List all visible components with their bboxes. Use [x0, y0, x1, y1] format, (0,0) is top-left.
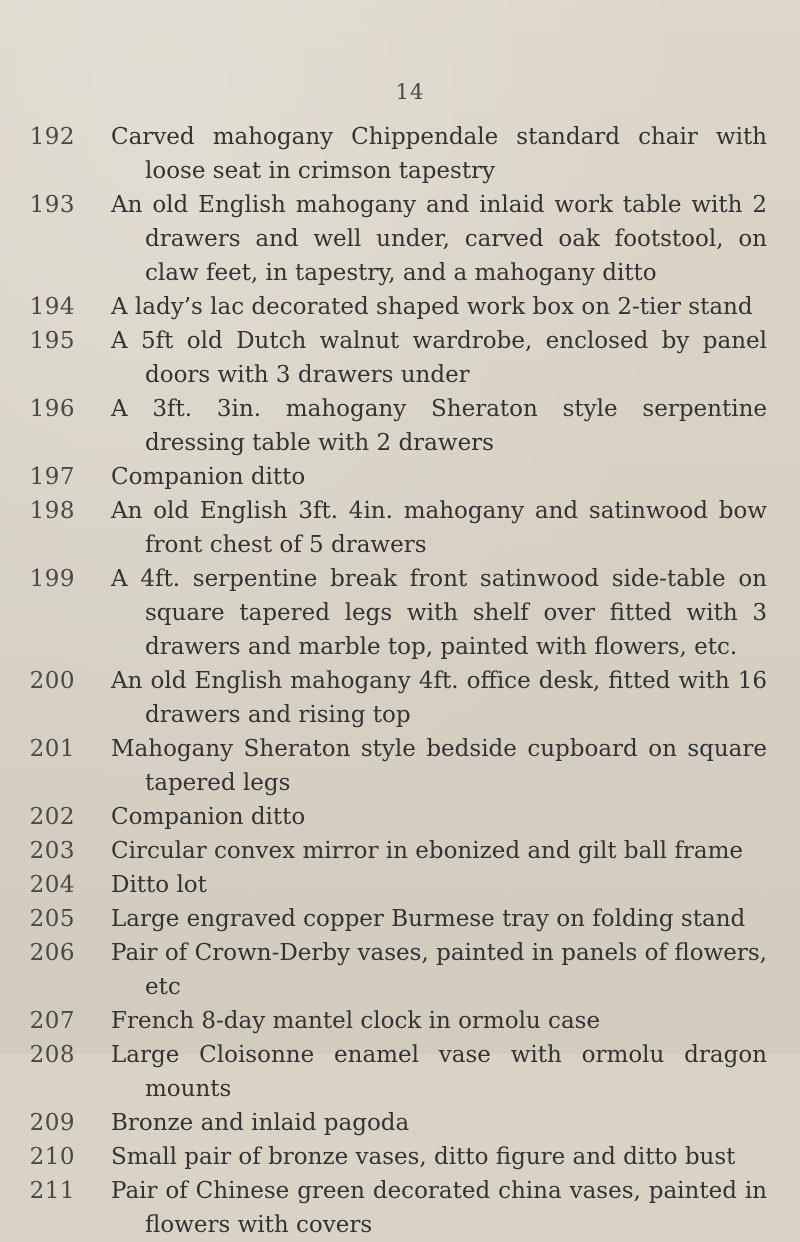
lot-description: An old English 3ft. 4in. mahogany and satinwood bow front chest of 5 drawers: [111, 498, 767, 558]
lot-item: [0, 664, 800, 732]
lot-description: Pair of Crown-Derby vases, painted in panels of flowers, etc: [111, 940, 767, 1000]
lot-description: Bronze and inlaid pagoda: [111, 1110, 410, 1136]
lot-description: An old English mahogany and inlaid work table with 2 drawers and well under, carved oak footstool, on claw feet, in tapestry, and a mahogany ditto: [111, 192, 767, 286]
lot-number: 192: [29, 124, 75, 150]
lot-description: Mahogany Sheraton style bedside cupboard on square tapered legs: [111, 736, 767, 796]
lot-description: A 4ft. serpentine break front satinwood side-table on square tapered legs with shelf over fitted with 3 drawers and marble top, painted with flowers, etc.: [111, 566, 767, 660]
lot-item: [0, 1140, 800, 1174]
lot-description: Large engraved copper Burmese tray on folding stand: [111, 906, 746, 932]
lot-number: 203: [29, 838, 75, 864]
lot-number: 198: [29, 498, 75, 524]
lot-description: A 5ft old Dutch walnut wardrobe, enclosed by panel doors with 3 drawers under: [111, 328, 767, 388]
lot-number: 193: [29, 192, 75, 218]
lot-number: 208: [29, 1042, 75, 1068]
lot-item: [0, 120, 800, 188]
lot-number: 201: [29, 736, 75, 762]
lot-description: French 8-day mantel clock in ormolu case: [111, 1008, 601, 1034]
lot-item: [0, 1106, 800, 1140]
lot-item: [0, 324, 800, 392]
lot-description: Ditto lot: [111, 872, 207, 898]
lot-description: Small pair of bronze vases, ditto figure and ditto bust: [111, 1144, 736, 1170]
lot-item: [0, 834, 800, 868]
lot-description: Pair of Chinese green decorated china vases, painted in flowers with covers: [111, 1178, 767, 1238]
lot-item: [0, 1174, 800, 1242]
lot-description: Carved mahogany Chippendale standard chair with loose seat in crimson tapestry: [111, 124, 767, 184]
lot-description: Circular convex mirror in ebonized and gilt ball frame: [111, 838, 743, 864]
page-number: 14: [395, 80, 425, 104]
lot-description: A lady’s lac decorated shaped work box on 2-tier stand: [111, 294, 753, 320]
lot-description: Companion ditto: [111, 804, 306, 830]
lot-number: 200: [29, 668, 75, 694]
lot-item: [0, 936, 800, 1004]
lot-item: [0, 392, 800, 460]
lot-number: 199: [29, 566, 75, 592]
lot-list: [0, 120, 800, 1242]
lot-number: 207: [29, 1008, 75, 1034]
lot-item: [0, 1004, 800, 1038]
lot-item: [0, 188, 800, 290]
lot-item: [0, 290, 800, 324]
lot-item: [0, 562, 800, 664]
lot-description: An old English mahogany 4ft. office desk, fitted with 16 drawers and rising top: [111, 668, 767, 728]
lot-number: 206: [29, 940, 75, 966]
lot-item: [0, 800, 800, 834]
lot-number: 210: [29, 1144, 75, 1170]
lot-item: [0, 902, 800, 936]
lot-description: A 3ft. 3in. mahogany Sheraton style serpentine dressing table with 2 drawers: [111, 396, 767, 456]
lot-item: [0, 732, 800, 800]
lot-item: [0, 460, 800, 494]
lot-number: 209: [29, 1110, 75, 1136]
lot-number: 211: [29, 1178, 75, 1204]
lot-number: 205: [29, 906, 75, 932]
lot-number: 197: [29, 464, 75, 490]
lot-number: 196: [29, 396, 75, 422]
lot-description: Companion ditto: [111, 464, 306, 490]
lot-item: [0, 1038, 800, 1106]
lot-number: 204: [29, 872, 75, 898]
lot-number: 202: [29, 804, 75, 830]
lot-number: 194: [29, 294, 75, 320]
lot-item: [0, 868, 800, 902]
lot-number: 195: [29, 328, 75, 354]
lot-description: Large Cloisonne enamel vase with ormolu dragon mounts: [111, 1042, 767, 1102]
lot-item: [0, 494, 800, 562]
